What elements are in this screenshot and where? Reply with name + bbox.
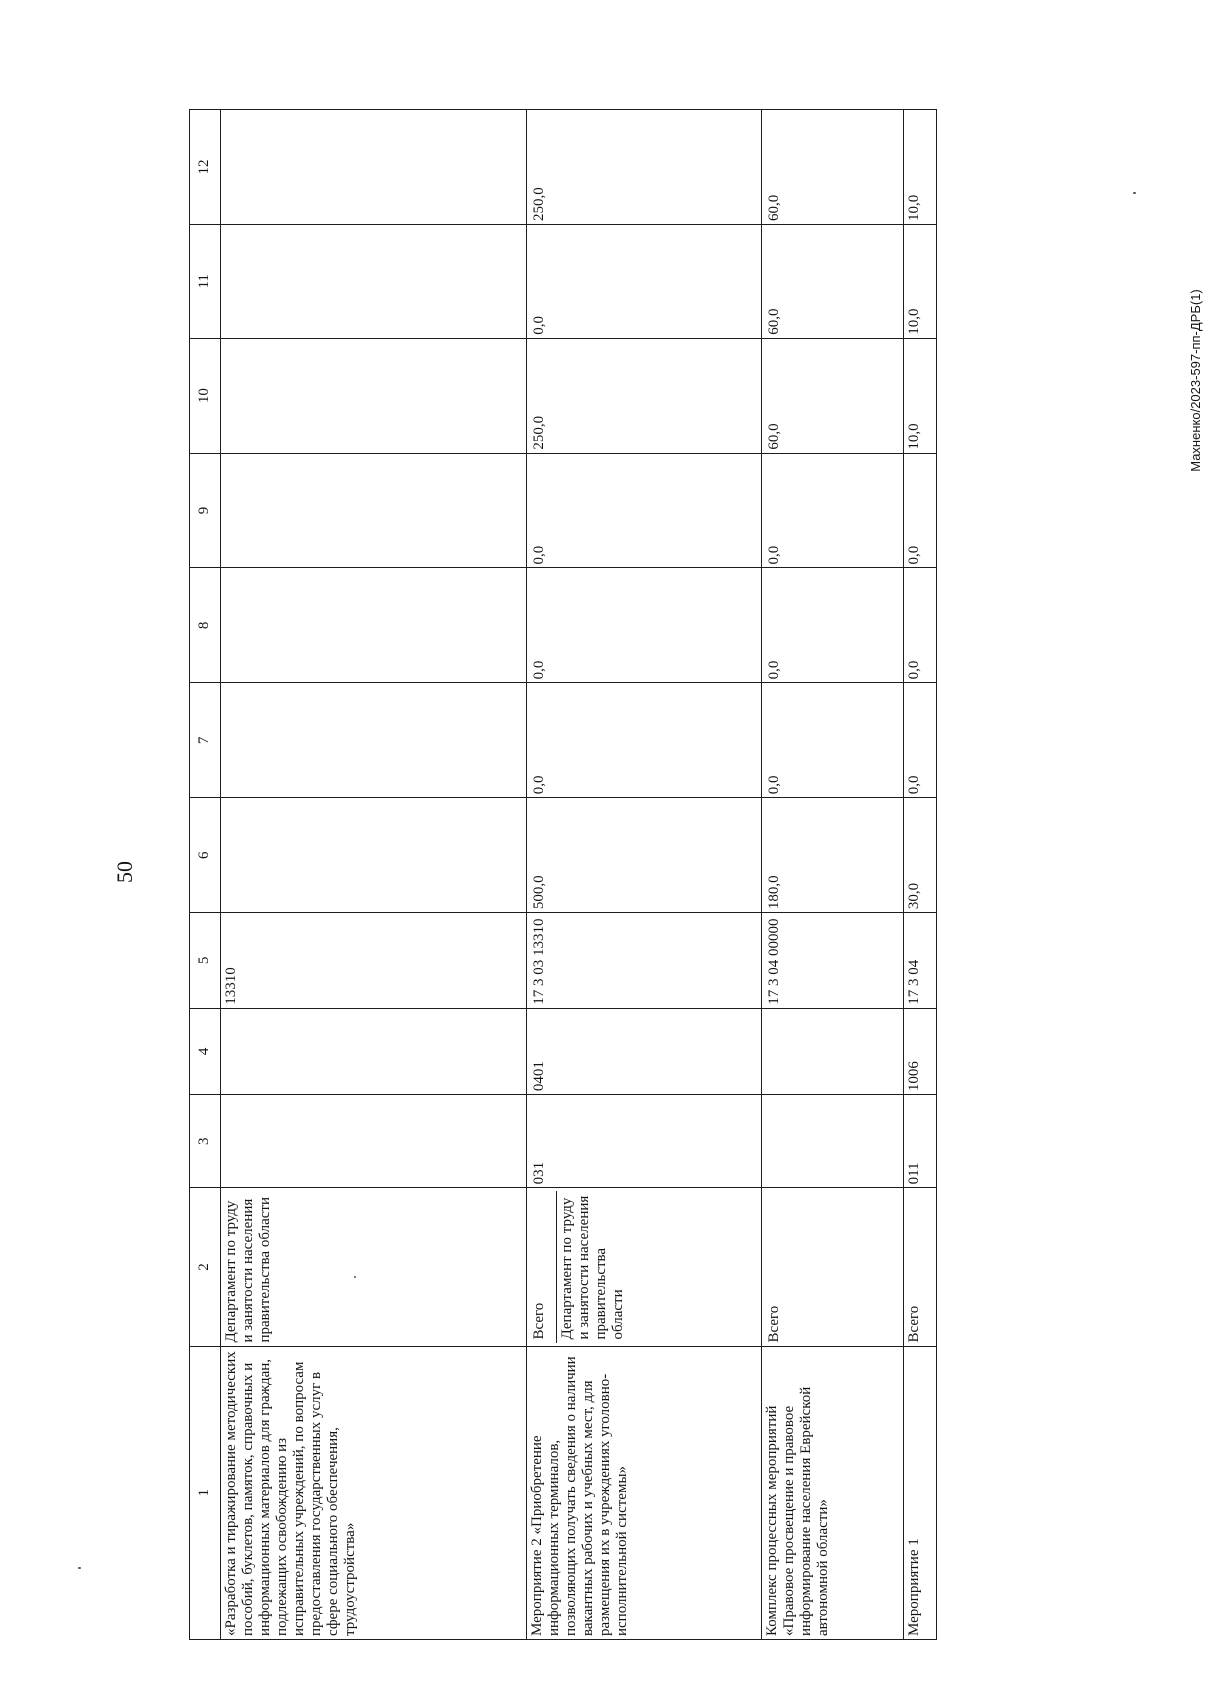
executor-cell: Всего — [761, 1188, 903, 1346]
value-cell: 0,0 — [904, 453, 937, 568]
value-cell: 0,0 — [527, 683, 761, 798]
executor-department: Департамент по труду и занятости населения правительства области — [559, 1195, 627, 1340]
header-cell: 9 — [190, 453, 221, 568]
table-container — [189, 109, 937, 1640]
value-cell — [220, 683, 527, 798]
rzpr-cell: 1006 — [904, 1008, 937, 1094]
scan-speck — [78, 1567, 81, 1569]
document-id-footer: Махненко/2023-597-пп-ДРБ(1) — [1187, 288, 1203, 472]
value-cell: 0,0 — [761, 683, 903, 798]
rzpr-cell — [220, 1008, 527, 1094]
csr-cell: 17 3 04 00000 — [761, 913, 903, 1009]
csr-cell: 13310 — [220, 913, 527, 1009]
executor-cell — [527, 1188, 761, 1346]
value-cell: 0,0 — [761, 568, 903, 683]
executor-cell: Департамент по труду и занятости населения правительства области — [220, 1188, 527, 1346]
value-cell: 0,0 — [527, 568, 761, 683]
csr-cell: 17 3 03 13310 — [527, 913, 761, 1009]
grbs-cell: 031 — [527, 1095, 761, 1188]
header-cell: 7 — [190, 683, 221, 798]
header-cell: 8 — [190, 568, 221, 683]
measure-name-cell: Мероприятие 1 — [904, 1346, 937, 1639]
value-cell: 0,0 — [761, 453, 903, 568]
value-cell: 60,0 — [761, 338, 903, 453]
value-cell: 0,0 — [527, 224, 761, 338]
table-row — [527, 110, 761, 1640]
rzpr-cell — [761, 1008, 903, 1094]
value-cell — [220, 798, 527, 913]
value-cell: 250,0 — [527, 110, 761, 225]
header-row — [190, 110, 221, 1640]
budget-table — [189, 109, 937, 1640]
value-cell — [220, 568, 527, 683]
table-row — [220, 110, 527, 1640]
value-cell: 250,0 — [527, 338, 761, 453]
header-cell: 6 — [190, 798, 221, 913]
value-cell — [220, 224, 527, 338]
value-cell: 30,0 — [904, 798, 937, 913]
value-cell — [220, 110, 527, 225]
header-cell: 12 — [190, 110, 221, 225]
value-cell: 0,0 — [527, 453, 761, 568]
page-number: 50 — [112, 861, 137, 883]
header-cell: 11 — [190, 224, 221, 338]
executor-total-label: Всего — [529, 1191, 557, 1342]
grbs-cell — [761, 1095, 903, 1188]
value-cell: 0,0 — [904, 683, 937, 798]
measure-name-cell: Мероприятие 2 «Приобретение информационных терминалов, позволяющих получать сведения о наличии вакантных рабочих и учебных мест, для размещения их в учреждениях уголовно-исполнительной системы» — [527, 1346, 761, 1639]
header-cell: 3 — [190, 1095, 221, 1188]
header-cell: 1 — [190, 1346, 221, 1639]
scan-speck — [1133, 192, 1136, 194]
header-cell: 2 — [190, 1188, 221, 1346]
header-cell: 10 — [190, 338, 221, 453]
table-row — [761, 110, 903, 1640]
measure-name-cell: Комплекс процессных мероприятий «Правовое просвещение и правовое информирование населения Еврейской автономной области» — [761, 1346, 903, 1639]
header-cell: 5 — [190, 913, 221, 1009]
measure-name-cell: «Разработка и тиражирование методических пособий, буклетов, памяток, справочных и информационных материалов для граждан, подлежащих освобождению из исправительных учреждений, по вопросам предоставления государственных услуг в сфере социального обеспечения, трудоустройства» — [220, 1346, 527, 1639]
value-cell: 60,0 — [761, 224, 903, 338]
value-cell: 10,0 — [904, 338, 937, 453]
header-cell: 4 — [190, 1008, 221, 1094]
value-cell: 180,0 — [761, 798, 903, 913]
value-cell — [220, 453, 527, 568]
value-cell — [220, 338, 527, 453]
executor-cell: Всего — [904, 1188, 937, 1346]
grbs-cell: 011 — [904, 1095, 937, 1188]
value-cell: 10,0 — [904, 224, 937, 338]
value-cell: 0,0 — [904, 568, 937, 683]
value-cell: 60,0 — [761, 110, 903, 225]
rzpr-cell: 0401 — [527, 1008, 761, 1094]
csr-cell: 17 3 04 — [904, 913, 937, 1009]
value-cell: 500,0 — [527, 798, 761, 913]
value-cell: 10,0 — [904, 110, 937, 225]
grbs-cell — [220, 1095, 527, 1188]
table-row — [904, 110, 937, 1640]
